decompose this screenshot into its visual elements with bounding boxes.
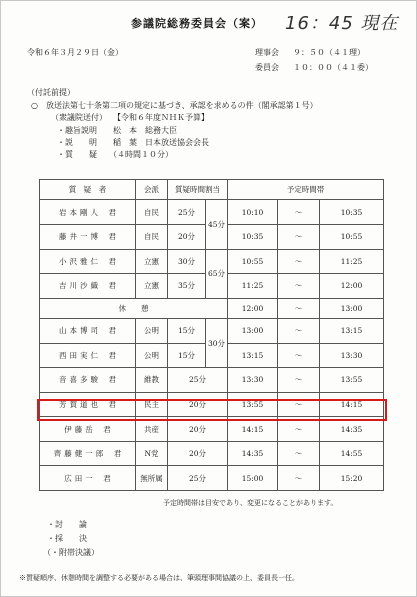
party-cell: 民主 — [136, 392, 168, 417]
time-separator: 〜 — [278, 368, 320, 393]
table-row — [40, 466, 384, 491]
time-separator: 〜 — [278, 343, 320, 368]
highlight-box — [37, 399, 387, 421]
end-time-cell: 10:35 — [320, 200, 384, 225]
explain-line: ・説 明 稲 葉 日本放送協会会長 — [57, 138, 209, 147]
document-title: 参議院総務委員会（案） — [131, 17, 263, 30]
time-separator: 〜 — [278, 274, 320, 299]
honorific: 君 — [103, 473, 111, 483]
question-line: ・質 疑 （４時間１０分） — [57, 150, 173, 159]
time-separator: 〜 — [278, 466, 320, 491]
resolution-line: （・附帯決議） — [43, 548, 99, 557]
schedule-note: 予定時間帯は目安であり、変更になることがあります。 — [163, 499, 338, 507]
sent-note: （衆議院送付） — [51, 113, 107, 122]
time-separator: 〜 — [278, 417, 320, 442]
start-time-cell: 13:55 — [228, 392, 278, 417]
honorific: 君 — [108, 326, 116, 336]
alloc-cell: 30分 — [168, 249, 206, 274]
questioner-name: 芳賀道也 — [59, 400, 101, 409]
honorific: 君 — [108, 281, 116, 291]
alloc-cell: 15分 — [168, 319, 206, 344]
meeting-date: 令和６年３月２９日（金） — [27, 48, 123, 57]
agenda-item: ○ 放送法第七十条第二項の規定に基づき、承認を求めるの件（閣承認第１号） — [31, 101, 318, 110]
honorific: 君 — [108, 256, 116, 266]
time-separator: 〜 — [278, 319, 320, 344]
header-schedule: 予定時間帯 — [228, 180, 384, 200]
honorific: 君 — [108, 400, 116, 409]
questioner-name: 西田実仁 — [59, 350, 101, 360]
time-separator: 〜 — [278, 200, 320, 225]
rest-label: 休 憩 — [40, 298, 228, 318]
start-time-cell: 15:00 — [228, 466, 278, 491]
group-total-cell: 45分 — [206, 200, 228, 249]
questioner-name: 広田一 — [64, 473, 96, 483]
alloc-cell: 20分 — [168, 441, 228, 466]
party-cell: N党 — [136, 441, 168, 466]
honorific: 君 — [108, 350, 116, 360]
party-cell: 無所属 — [136, 466, 168, 491]
table-row — [40, 200, 384, 225]
time-separator: 〜 — [278, 249, 320, 274]
end-time-cell: 10:55 — [320, 225, 384, 250]
alloc-cell: 25分 — [168, 466, 228, 491]
time-separator: 〜 — [278, 225, 320, 250]
honorific: 君 — [113, 449, 122, 459]
directors-label: 理事会 — [255, 48, 279, 57]
party-cell: 維教 — [136, 368, 168, 393]
header-allocation: 質疑時間割当 — [168, 180, 228, 200]
table-row — [40, 249, 384, 274]
start-time-cell: 14:35 — [228, 441, 278, 466]
end-time-cell: 15:20 — [320, 466, 384, 491]
start-time-cell: 10:10 — [228, 200, 278, 225]
schedule-table — [39, 179, 384, 491]
start-time-cell: 13:15 — [228, 343, 278, 368]
start-time-cell: 13:30 — [228, 368, 278, 393]
end-time-cell: 14:35 — [320, 417, 384, 442]
start-time-cell: 10:35 — [228, 225, 278, 250]
party-cell: 公明 — [136, 319, 168, 344]
end-time-cell: 13:15 — [320, 319, 384, 344]
honorific: 君 — [103, 424, 111, 434]
alloc-cell: 20分 — [168, 392, 228, 417]
party-cell: 公明 — [136, 343, 168, 368]
rest-separator: 〜 — [278, 298, 320, 318]
questioner-name: 小沢雅仁 — [59, 256, 101, 266]
table-row — [40, 441, 384, 466]
prior-note: （付託前提） — [27, 88, 75, 97]
committee-time: １０：００（４１委） — [293, 63, 373, 72]
group-total-cell: 65分 — [206, 249, 228, 298]
start-time-cell: 14:15 — [228, 417, 278, 442]
handwritten-time-note: 16：45 現在 — [285, 13, 399, 34]
party-cell: 共産 — [136, 417, 168, 442]
purpose-line: ・趣旨説明 松 本 総務大臣 — [57, 126, 177, 135]
end-time-cell: 13:55 — [320, 368, 384, 393]
end-time-cell: 14:15 — [320, 392, 384, 417]
end-time-cell: 12:00 — [320, 274, 384, 299]
end-time-cell: 11:25 — [320, 249, 384, 274]
questioner-name: 伊藤岳 — [64, 424, 96, 434]
start-time-cell: 10:55 — [228, 249, 278, 274]
table-header-row — [40, 180, 384, 200]
alloc-cell: 15分 — [168, 343, 206, 368]
header-questioner: 質 疑 者 — [40, 180, 136, 200]
honorific: 君 — [108, 375, 116, 385]
questioner-name: 岩本剛人 — [59, 207, 101, 217]
start-time-cell: 11:25 — [228, 274, 278, 299]
alloc-cell: 25分 — [168, 200, 206, 225]
questioner-name: 藤井一博 — [59, 232, 101, 242]
rest-row — [40, 298, 384, 318]
time-separator: 〜 — [278, 392, 320, 417]
alloc-cell: 20分 — [168, 417, 228, 442]
alloc-cell: 20分 — [168, 225, 206, 250]
party-cell: 立憲 — [136, 249, 168, 274]
alloc-cell: 35分 — [168, 274, 206, 299]
bottom-note: ※質疑順序、休憩時間を調整する必要がある場合は、筆頭理事間協議の上、委員長一任。 — [19, 574, 299, 582]
questioner-name: 音喜多駿 — [59, 375, 101, 385]
questioner-name: 吉川沙織 — [59, 281, 101, 291]
table-row — [40, 319, 384, 344]
questioner-name: 齊藤健一郎 — [53, 449, 107, 459]
party-cell: 自民 — [136, 225, 168, 250]
table-row — [40, 368, 384, 393]
group-total-cell: 30分 — [206, 319, 228, 368]
directors-time: ９：５０（４１理） — [293, 48, 365, 57]
discussion-line: ・討 論 — [47, 520, 87, 529]
budget-label: 【令和６年度ＮＨＫ予算】 — [113, 113, 209, 122]
questioner-name: 山本博司 — [59, 326, 101, 336]
time-separator: 〜 — [278, 441, 320, 466]
end-time-cell: 14:55 — [320, 441, 384, 466]
honorific: 君 — [108, 232, 116, 242]
header-party: 会派 — [136, 180, 168, 200]
party-cell: 立憲 — [136, 274, 168, 299]
rest-end: 13:00 — [320, 298, 384, 318]
rest-start: 12:00 — [228, 298, 278, 318]
start-time-cell: 13:00 — [228, 319, 278, 344]
committee-label: 委員会 — [255, 63, 279, 72]
end-time-cell: 13:30 — [320, 343, 384, 368]
honorific: 君 — [108, 207, 116, 217]
vote-line: ・採 決 — [47, 534, 87, 543]
alloc-cell: 25分 — [168, 368, 228, 393]
party-cell: 自民 — [136, 200, 168, 225]
